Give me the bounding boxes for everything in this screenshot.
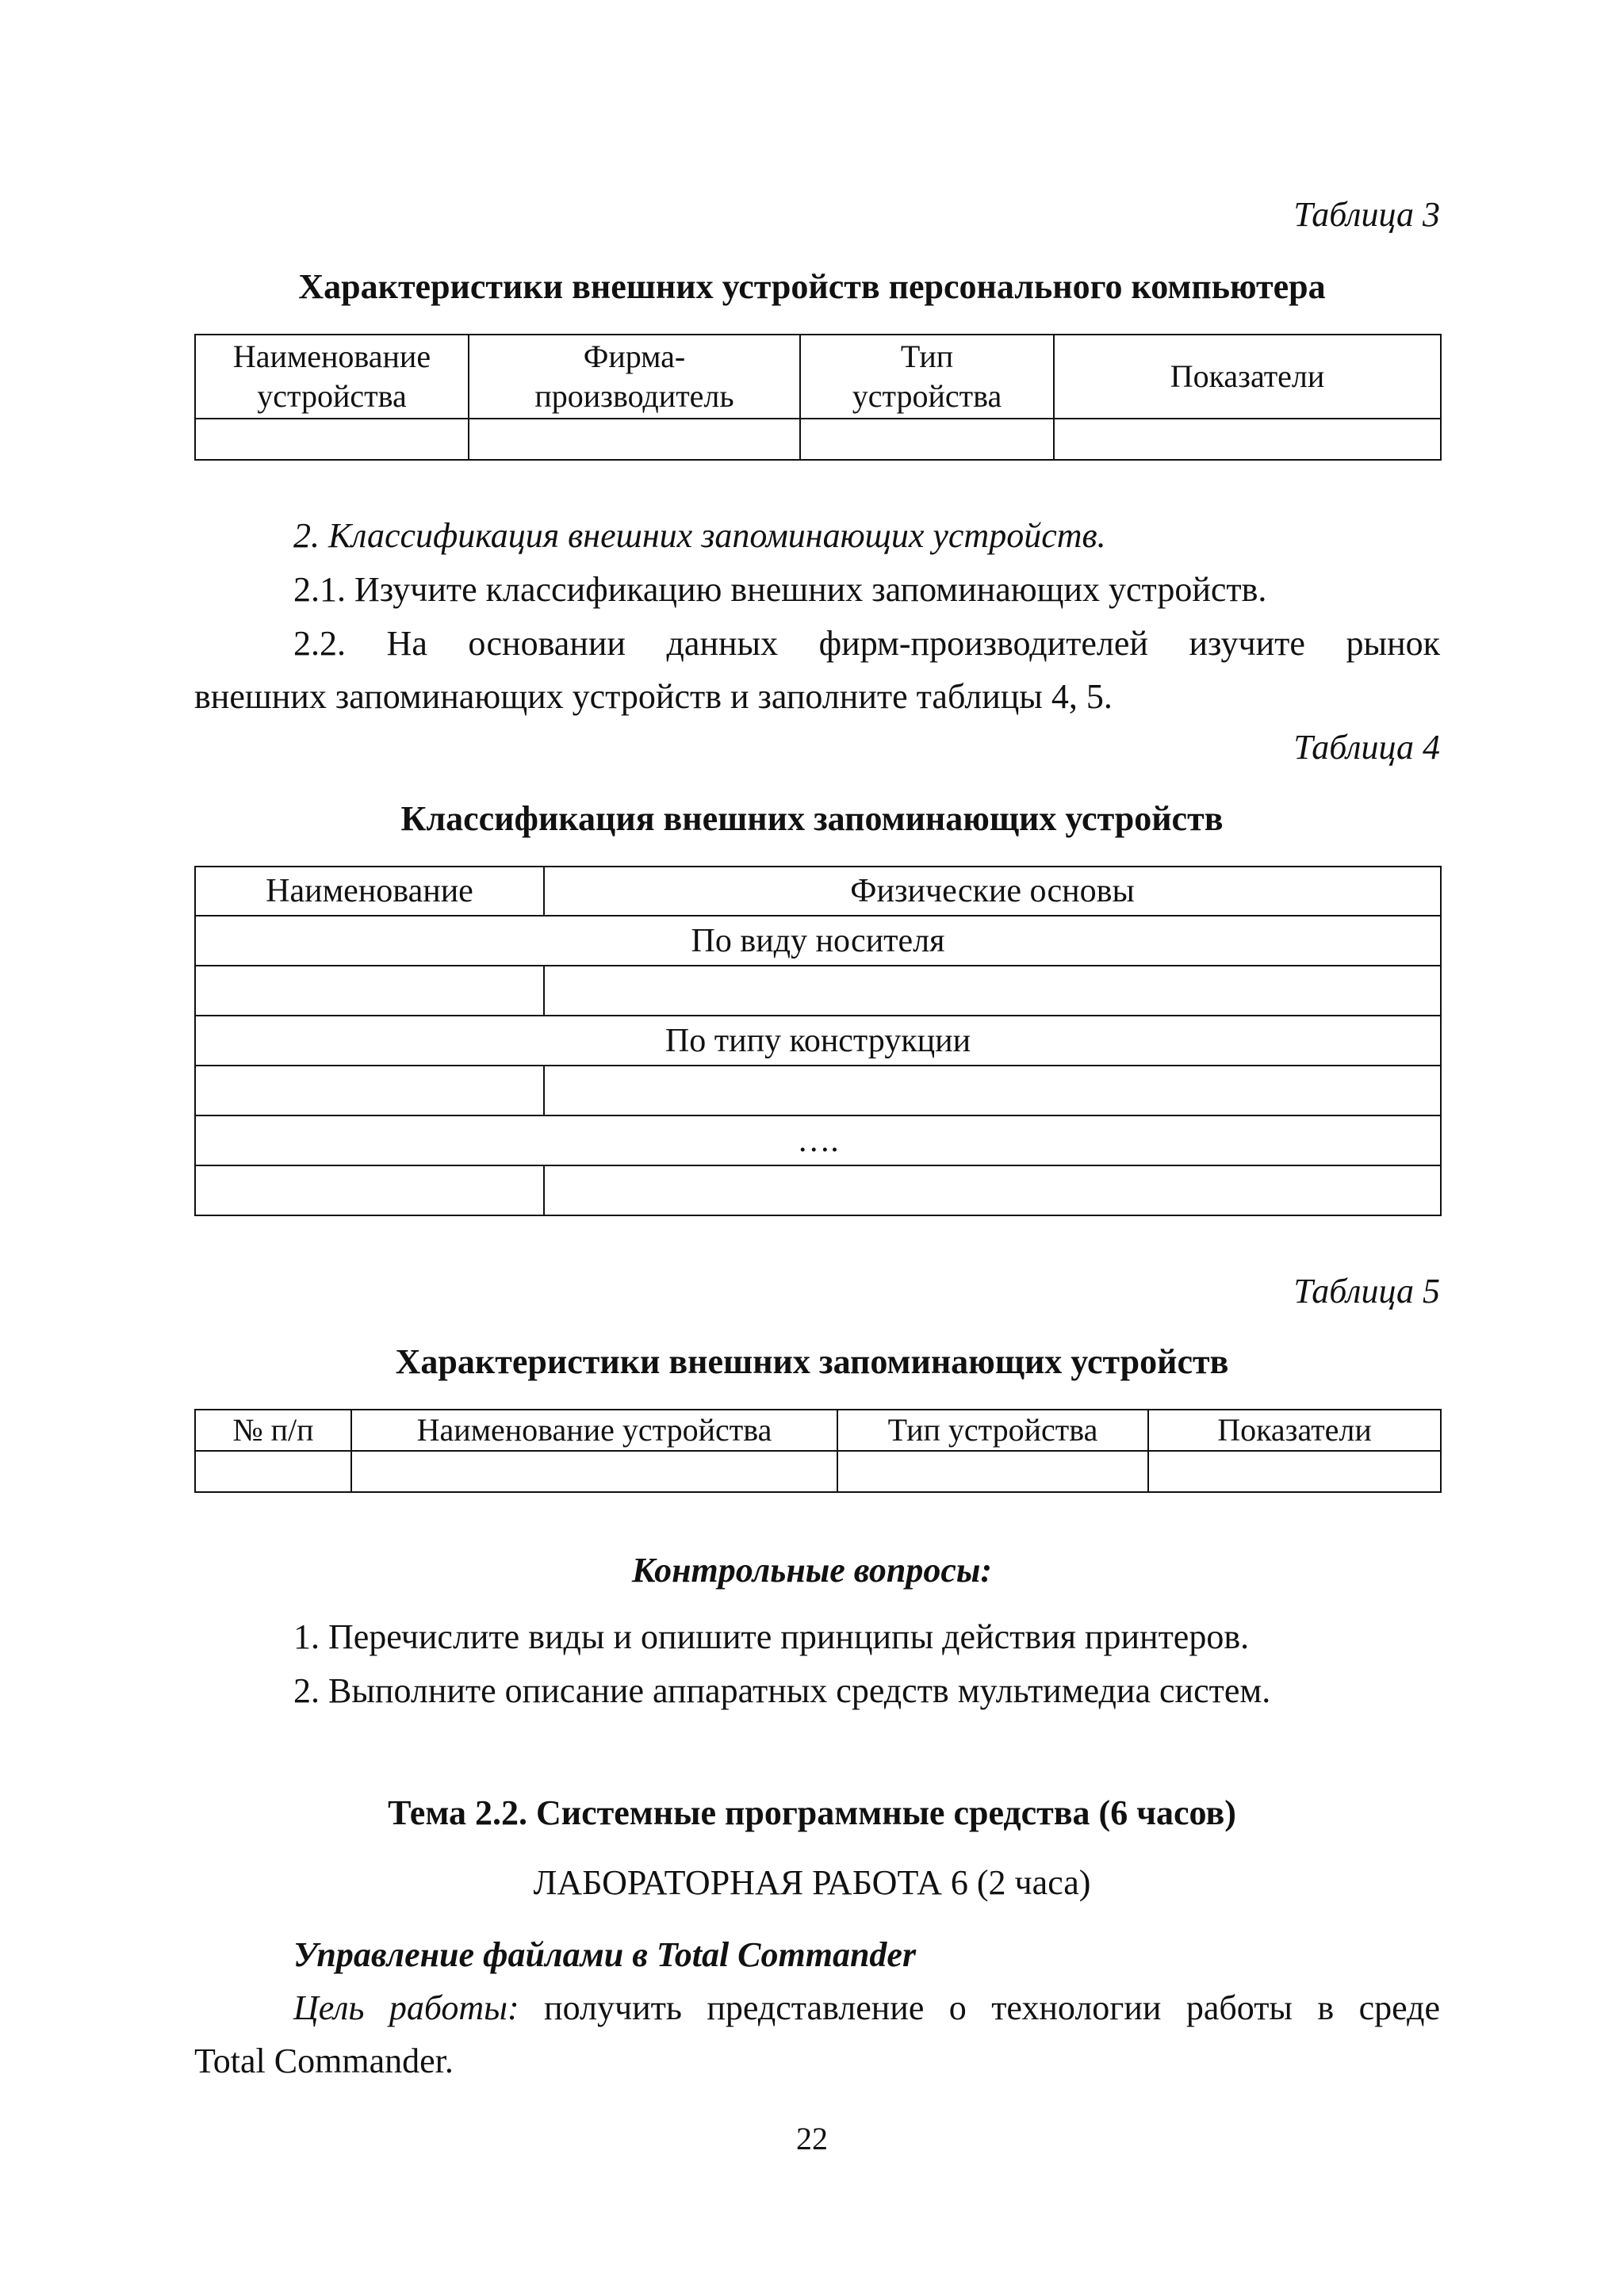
table4-group-row bbox=[195, 916, 1441, 966]
table-row bbox=[195, 966, 1441, 1016]
table3-title: Характеристики внешних устройств персонального компьютера bbox=[298, 267, 1326, 306]
questions-heading: Контрольные вопросы: bbox=[631, 1551, 993, 1590]
question-2: 2. Выполните описание аппаратных средств мультимедиа систем. bbox=[293, 1671, 1271, 1710]
table3-header-cell: Показатели bbox=[1054, 335, 1441, 419]
lab-title: ЛАБОРАТОРНАЯ РАБОТА 6 (2 часа) bbox=[533, 1863, 1091, 1902]
goal-text: получить представление о технологии работы в среде bbox=[519, 1988, 1440, 2027]
table5-header-cell: № п/п bbox=[195, 1410, 351, 1451]
table4-group-cell: По виду носителя bbox=[195, 916, 1441, 966]
table3-header-text: Тип bbox=[900, 339, 954, 374]
table3-header-text: устройства bbox=[257, 378, 407, 414]
table-cell bbox=[837, 1451, 1148, 1492]
table4-group-cell: …. bbox=[195, 1115, 1441, 1165]
table-row bbox=[195, 1451, 1441, 1492]
table4-header-cell: Физические основы bbox=[544, 867, 1441, 916]
page-number: 22 bbox=[796, 2121, 828, 2156]
section2-item-2-2-line2: внешних запоминающих устройств и заполните таблицы 4, 5. bbox=[194, 677, 1113, 716]
table-cell bbox=[1148, 1451, 1441, 1492]
section2-item-2-2-line1: 2.2. На основании данных фирм-производителей изучите рынок bbox=[293, 624, 1440, 663]
table-cell bbox=[544, 966, 1441, 1016]
table3-header-text: Наименование bbox=[232, 339, 431, 374]
table4-header-cell: Наименование bbox=[195, 867, 544, 916]
table3 bbox=[194, 334, 1442, 461]
table4-group-row bbox=[195, 1115, 1441, 1165]
topic-title: Тема 2.2. Системные программные средства (6 часов) bbox=[388, 1793, 1236, 1832]
lab-subject: Управление файлами в Total Commander bbox=[293, 1935, 917, 1974]
table5 bbox=[194, 1409, 1442, 1493]
table-row bbox=[195, 1066, 1441, 1115]
table4-header-row bbox=[195, 867, 1441, 916]
goal-line1 bbox=[293, 1986, 1440, 2030]
table5-header-cell: Тип устройства bbox=[837, 1410, 1148, 1451]
table-cell bbox=[544, 1066, 1441, 1115]
table-cell bbox=[544, 1165, 1441, 1215]
table3-header-text: устройства bbox=[852, 378, 1002, 414]
table3-header-cell bbox=[469, 335, 800, 419]
section2-heading: 2. Классификация внешних запоминающих устройств. bbox=[293, 516, 1106, 555]
table3-label: Таблица 3 bbox=[1293, 195, 1440, 234]
table-cell bbox=[195, 1066, 544, 1115]
table5-label: Таблица 5 bbox=[1293, 1272, 1440, 1311]
table3-header-text: производитель bbox=[534, 378, 734, 414]
goal-label: Цель работы: bbox=[293, 1988, 519, 2027]
table3-header-cell bbox=[800, 335, 1054, 419]
table4-title: Классификация внешних запоминающих устройств bbox=[400, 799, 1224, 838]
section2-item-2-1: 2.1. Изучите классификацию внешних запоминающих устройств. bbox=[293, 570, 1267, 609]
table-cell bbox=[351, 1451, 837, 1492]
table-cell bbox=[195, 1165, 544, 1215]
table5-header-cell: Наименование устройства bbox=[351, 1410, 837, 1451]
table-cell bbox=[195, 1451, 351, 1492]
table5-header-row bbox=[195, 1410, 1441, 1451]
table3-header-text: Фирма- bbox=[583, 339, 686, 374]
table5-title: Характеристики внешних запоминающих устройств bbox=[395, 1342, 1229, 1381]
table-row bbox=[195, 419, 1441, 460]
table4 bbox=[194, 866, 1442, 1216]
table4-group-cell: По типу конструкции bbox=[195, 1016, 1441, 1066]
table3-header-cell bbox=[195, 335, 469, 419]
question-1: 1. Перечислите виды и опишите принципы действия принтеров. bbox=[293, 1617, 1250, 1656]
goal-line2: Total Commander. bbox=[194, 2042, 454, 2080]
table-row bbox=[195, 1165, 1441, 1215]
table-cell bbox=[800, 419, 1054, 460]
table5-header-cell: Показатели bbox=[1148, 1410, 1441, 1451]
table-cell bbox=[195, 966, 544, 1016]
table3-header-row bbox=[195, 335, 1441, 419]
table-cell bbox=[469, 419, 800, 460]
table4-label: Таблица 4 bbox=[1293, 728, 1440, 767]
table-cell bbox=[1054, 419, 1441, 460]
table4-group-row bbox=[195, 1016, 1441, 1066]
table-cell bbox=[195, 419, 469, 460]
